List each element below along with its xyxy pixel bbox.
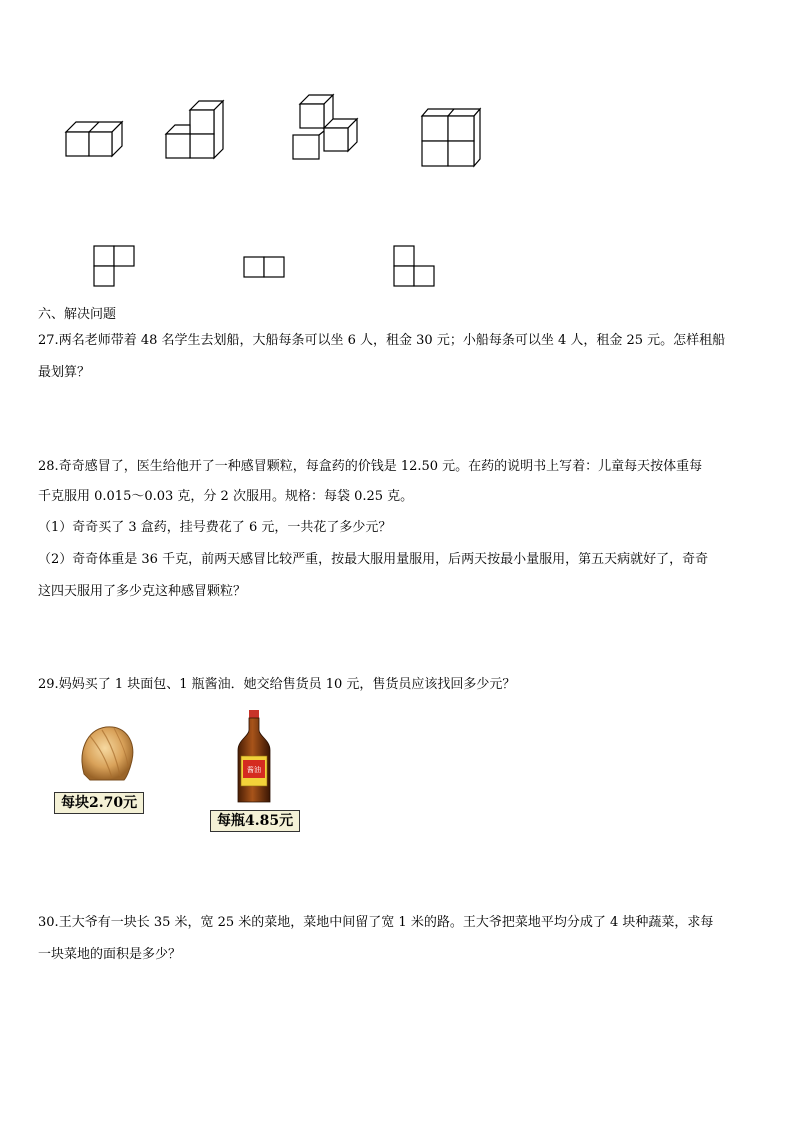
problem-27-line-1: 27.两名老师带着 48 名学生去划船，大船每条可以坐 6 人，租金 30 元；小船每条可以坐 4 人，租金 25 元。怎样租船 — [38, 333, 726, 348]
cube-figure-2 — [162, 96, 232, 162]
view-figure-1 — [92, 244, 138, 288]
problem-29-number: 29. — [38, 677, 59, 692]
bread-image — [76, 722, 138, 784]
problem-28-line-2: 千克服用 0.015～0.03 克，分 2 次服用。规格：每袋 0.25 克。 — [38, 489, 414, 504]
problem-30-line-1: 30.王大爷有一块长 35 米，宽 25 米的菜地，菜地中间留了宽 1 米的路。王大爷把菜地平均分成了 4 块种蔬菜，求每 — [38, 915, 714, 930]
section-title: 六、解决问题 — [38, 307, 117, 322]
soy-sauce-price-tag: 每瓶4.85元 — [210, 810, 300, 832]
problem-29-line-1: 29.妈妈买了 1 块面包、1 瓶酱油．她交给售货员 10 元，售货员应该找回多少元？ — [38, 677, 516, 692]
view-figure-3 — [392, 244, 438, 288]
problem-28-sub-2-line-1: （2）奇奇体重是 36 千克，前两天感冒比较严重，按最大服用量服用，后两天按最小量服用，第五天病就好了，奇奇 — [38, 552, 709, 567]
soy-sauce-bottle-image — [230, 708, 278, 808]
problem-28-line-1: 28.奇奇感冒了，医生给他开了一种感冒颗粒，每盒药的价钱是 12.50 元。在药的说明书上写着：儿童每天按体重每 — [38, 459, 703, 474]
bottle-label-text: 酱油 — [247, 766, 261, 774]
cube-figure-4 — [418, 102, 486, 172]
cube-figure-3 — [288, 90, 364, 162]
cube-figure-1 — [60, 110, 130, 160]
problem-27-line-2: 最划算？ — [38, 365, 91, 380]
problem-28-number: 28. — [38, 459, 59, 474]
problem-27-number: 27. — [38, 333, 59, 348]
problem-30-number: 30. — [38, 915, 59, 930]
view-figure-2 — [242, 255, 288, 279]
bread-price-tag: 每块2.70元 — [54, 792, 144, 814]
problem-30-line-2: 一块菜地的面积是多少？ — [38, 947, 182, 962]
problem-28-sub-2-line-2: 这四天服用了多少克这种感冒颗粒？ — [38, 584, 247, 599]
problem-28-sub-1: （1）奇奇买了 3 盒药，挂号费花了 6 元，一共花了多少元？ — [38, 520, 392, 535]
